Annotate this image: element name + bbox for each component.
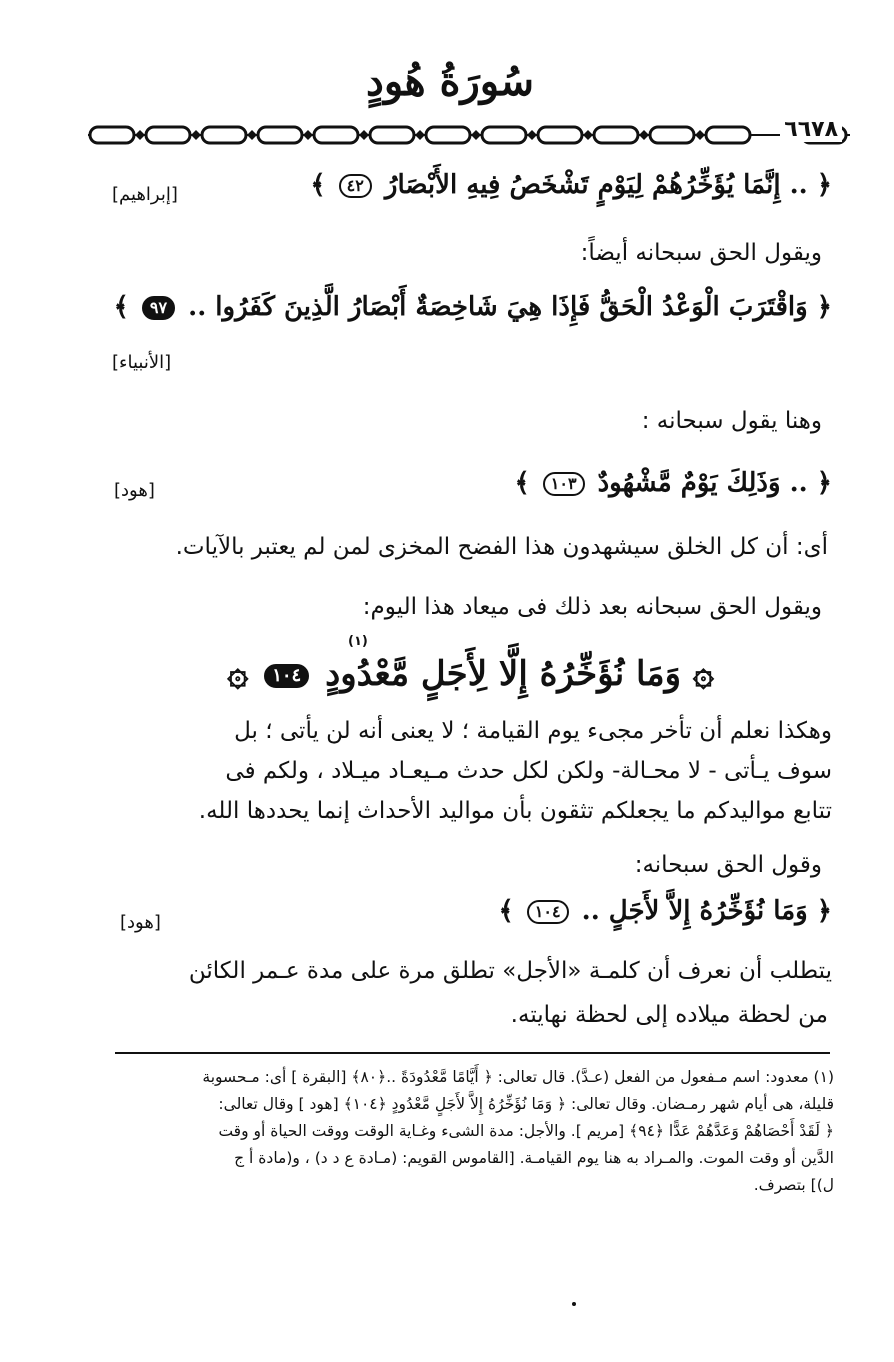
quran-main-verse-hud-104 [227, 652, 714, 694]
verse-close-bracket: ﴾ [310, 170, 326, 200]
footnote-separator [115, 1052, 830, 1054]
footnote-line: قليلة، هى أيام شهر رمـضان. وقال تعالى: ﴿ وَمَا نُؤَخِّرُهُ إِلاَّ لأَجَلٍ مَّعْدُودٍ ﴿١٠٤﴾ [هود ] وقال تعالى: [218, 1095, 834, 1113]
footnote-line: الدَّين أو وقت الموت. والمـراد به هنا يوم القيامـة. [القاموس القويم: (مـادة ع د د) ، و(مادة أ ج [234, 1149, 834, 1167]
surah-reference: [إبراهيم] [112, 184, 178, 205]
verse-number-badge: ٤٢ [339, 174, 372, 198]
paragraph: وهنا يقول سبحانه : [641, 408, 822, 434]
footnote-line: (١) معدود: اسم مـفعول من الفعل (عـدَّ). قال تعالى: ﴿ أَيَّامًا مَّعْدُودَةً ..﴿٨٠﴾ [البقرة ] أى: مـحسوبة [202, 1068, 834, 1086]
verse-number-badge: ١٠٣ [543, 472, 585, 496]
verse-close-bracket: ﴾ [498, 896, 514, 926]
quran-verse-ibrahim-42 [310, 170, 832, 200]
paragraph: ويقول الحق سبحانه بعد ذلك فى ميعاد هذا اليوم: [362, 594, 822, 620]
ornate-close-bracket: ۞ [227, 652, 249, 694]
verse-number-badge: ١٠٤ [527, 900, 569, 924]
verse-text: ﴿ وَاقْتَرَبَ الْوَعْدُ الْحَقُّ فَإِذَا هِيَ شَاخِصَةٌ أَبْصَارُ الَّذِينَ كَفَرُوا .. [188, 292, 832, 322]
verse-text: ﴿ وَمَا نُؤَخِّرُهُ إِلاَّ لأَجَلٍ .. [581, 896, 832, 926]
page-number: ٦٦٧٨ [780, 117, 842, 142]
footnote-marker: (١) [348, 634, 368, 649]
paragraph-line: وهكذا نعلم أن تأخر مجىء يوم القيامة ؛ لا يعنى أنه لن يأتى ؛ بل [234, 718, 832, 744]
footnote-line: ل)] بتصرف. [753, 1176, 834, 1194]
verse-text: ﴿ .. إِنَّمَا يُؤَخِّرُهُمْ لِيَوْمٍ تَشْخَصُ فِيهِ الأَبْصَارُ [384, 170, 832, 200]
surah-reference: [هود] [114, 480, 155, 501]
stray-dot [572, 1302, 576, 1306]
ornate-open-bracket: ۞ [692, 652, 714, 694]
paragraph-line: من لحظة ميلاده إلى لحظة نهايته. [510, 1002, 828, 1028]
verse-number-badge: ٩٧ [142, 296, 175, 320]
quran-verse-hud-104 [499, 896, 833, 926]
surah-reference: [الأنبياء] [112, 352, 172, 373]
paragraph: وقول الحق سبحانه: [634, 852, 822, 878]
footnote-line: ﴿ لَقَدْ أَحْصَاهُمْ وَعَدَّهُمْ عَدًّا ﴿٩٤﴾ [مريم ]. والأجل: مدة الشىء وغـاية الوقت ووقت الحياة أو وقت [218, 1122, 834, 1140]
verse-close-bracket: ﴾ [514, 468, 530, 498]
verse-text: ﴿ .. وَذَلِكَ يَوْمٌ مَّشْهُودٌ [597, 468, 832, 498]
header-ornamental-rule [88, 122, 850, 148]
verse-number-badge: ١٠٤ [264, 664, 309, 688]
paragraph-line: تتابع مواليدكم ما يجعلكم تثقون بأن مواليد الأحداث إنما يحددها الله. [198, 798, 832, 824]
paragraph-line: سوف يـأتى - لا محـالة- ولكن لكل حدث مـيعـاد ميـلاد ، ولكم فى [225, 758, 832, 784]
verse-close-bracket: ﴾ [113, 292, 129, 322]
paragraph: ويقول الحق سبحانه أيضاً: [580, 240, 822, 266]
surah-reference: [هود] [120, 912, 161, 933]
verse-text: وَمَا نُؤَخِّرُهُ إِلَّا لِأَجَلٍ مَّعْدُودٍ [325, 654, 682, 694]
quran-verse-anbiya-97 [114, 292, 832, 322]
surah-title: سُورَةُ هُودٍ [366, 58, 534, 105]
paragraph-line: يتطلب أن نعرف أن كلمـة «الأجل» تطلق مرة على مدة عـمر الكائن [188, 958, 832, 984]
quran-verse-hud-103 [514, 468, 832, 498]
paragraph: أى: أن كل الخلق سيشهدون هذا الفضح المخزى لمن لم يعتبر بالآيات. [175, 534, 828, 560]
